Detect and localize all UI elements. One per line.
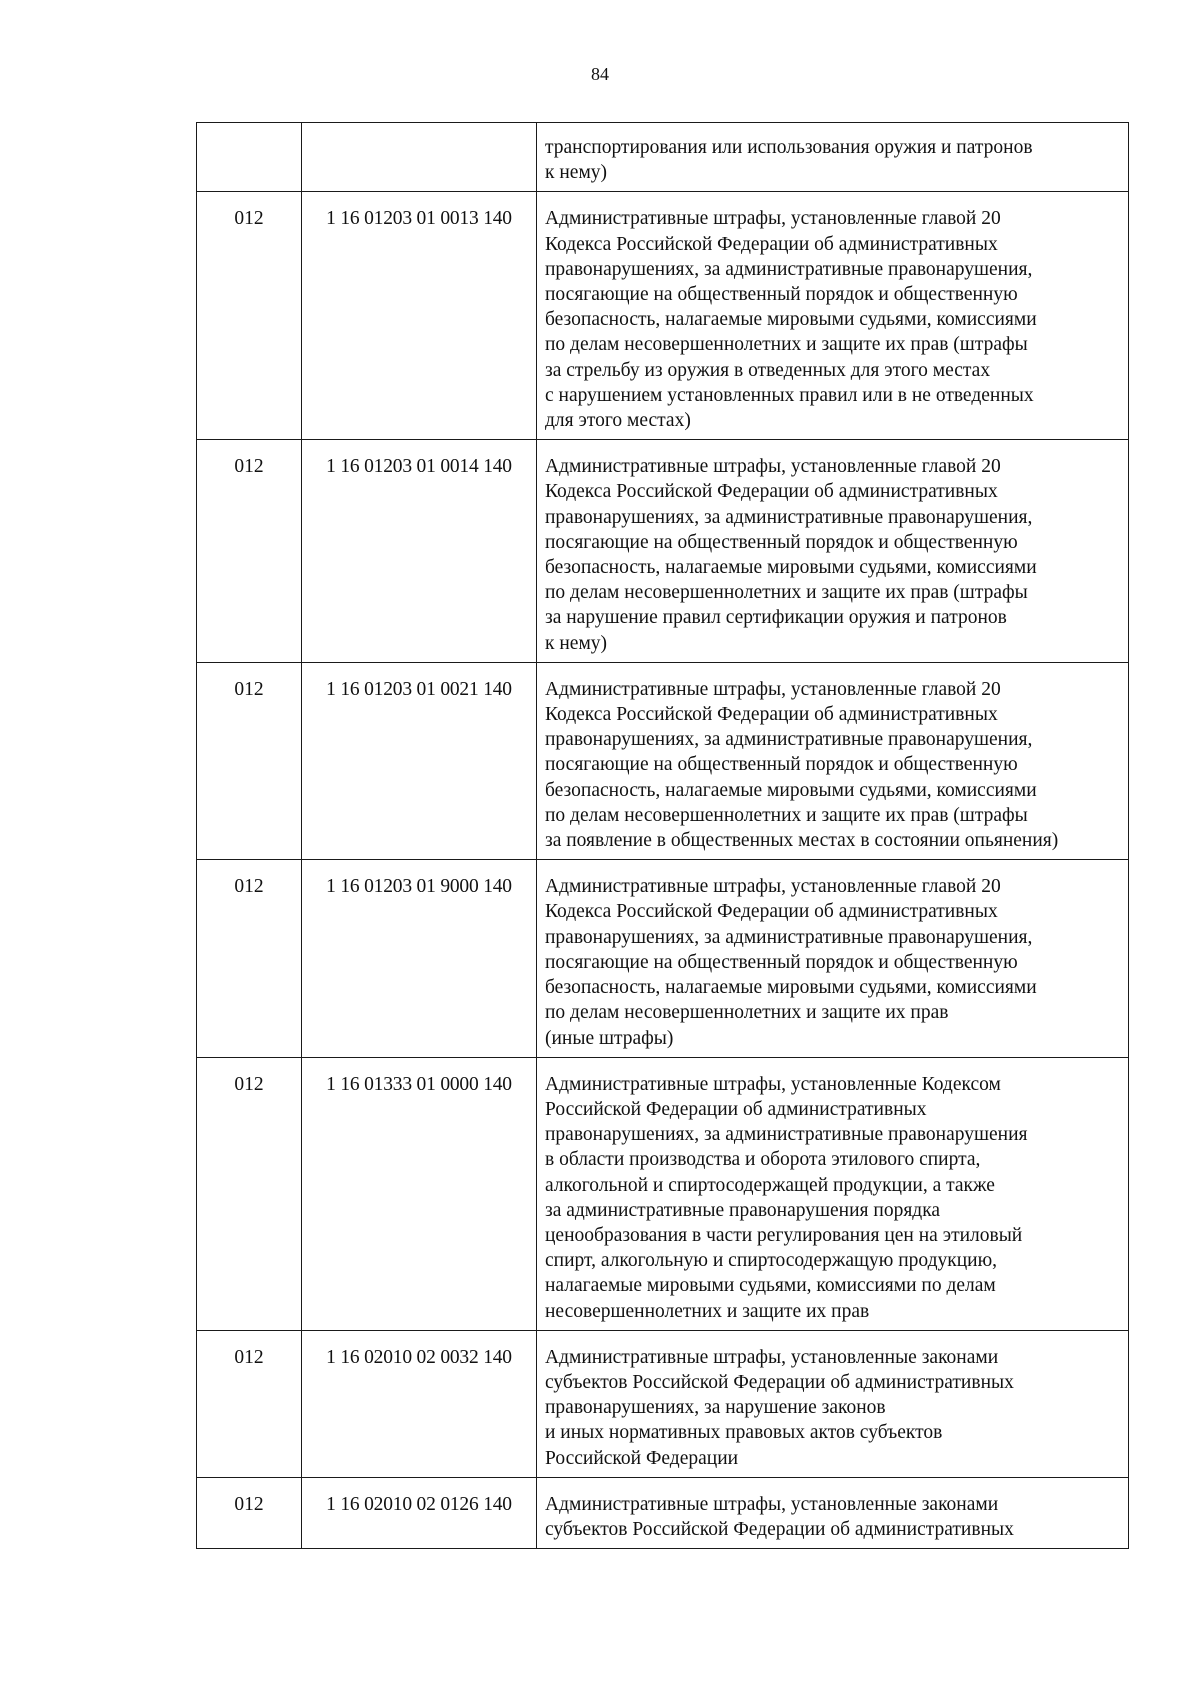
kbk-code-cell: 1 16 01203 01 0013 140 xyxy=(302,192,537,440)
description-line: ценообразования в части регулирования цен на этиловый xyxy=(545,1224,1023,1246)
description-line: за административные правонарушения порядка xyxy=(545,1199,941,1221)
description-line: правонарушениях, за административные правонарушения, xyxy=(545,729,1033,751)
description-cell xyxy=(537,440,1129,663)
description-line: Российской Федерации об административных xyxy=(545,1098,927,1120)
admin-code-cell: 012 xyxy=(197,1330,302,1477)
description-line: Административные штрафы, установленные главой 20 xyxy=(545,208,1001,230)
description-line: по делам несовершеннолетних и защите их прав (штрафы xyxy=(545,582,1028,604)
description-line: по делам несовершеннолетних и защите их прав (штрафы xyxy=(545,334,1028,356)
table-row xyxy=(197,440,1129,663)
budget-classification-table xyxy=(196,122,1129,1549)
description-line: к нему) xyxy=(545,632,608,654)
description-line: за нарушение правил сертификации оружия и патронов xyxy=(545,607,1007,629)
description-cell xyxy=(537,123,1129,192)
kbk-code-cell: 1 16 01333 01 0000 140 xyxy=(302,1057,537,1330)
description-line: Кодекса Российской Федерации об административных xyxy=(545,233,998,255)
description-line: Административные штрафы, установленные главой 20 xyxy=(545,456,1001,478)
table-row xyxy=(197,1477,1129,1548)
description-line: алкогольной и спиртосодержащей продукции, а также xyxy=(545,1174,995,1196)
description-line: за появление в общественных местах в состоянии опьянения) xyxy=(545,830,1059,852)
description-line: посягающие на общественный порядок и общественную xyxy=(545,951,1018,973)
admin-code-cell: 012 xyxy=(197,440,302,663)
description-line: (иные штрафы) xyxy=(545,1027,674,1049)
description-line: Кодекса Российской Федерации об административных xyxy=(545,901,998,923)
description-line: транспортирования или использования оружия и патронов xyxy=(545,137,1033,158)
kbk-code-cell: 1 16 01203 01 0021 140 xyxy=(302,662,537,859)
admin-code-cell: 012 xyxy=(197,1057,302,1330)
kbk-code-cell: 1 16 01203 01 9000 140 xyxy=(302,860,537,1057)
description-line: безопасность, налагаемые мировыми судьями, комиссиями xyxy=(545,779,1037,801)
description-line: правонарушениях, за административные правонарушения, xyxy=(545,506,1033,528)
description-line: Кодекса Российской Федерации об административных xyxy=(545,481,998,503)
description-line: правонарушениях, за нарушение законов xyxy=(545,1397,886,1419)
description-line: Административные штрафы, установленные законами xyxy=(545,1493,999,1515)
page-number: 84 xyxy=(591,64,609,84)
description-cell xyxy=(537,1477,1129,1548)
description-cell xyxy=(537,1057,1129,1330)
description-line: для этого местах) xyxy=(545,410,691,432)
description-line: безопасность, налагаемые мировыми судьями, комиссиями xyxy=(545,977,1037,999)
description-line: субъектов Российской Федерации об административных xyxy=(545,1371,1014,1393)
description-line: безопасность, налагаемые мировыми судьями, комиссиями xyxy=(545,557,1037,579)
description-line: правонарушениях, за административные правонарушения, xyxy=(545,258,1033,280)
description-line: посягающие на общественный порядок и общественную xyxy=(545,754,1018,776)
admin-code-cell: 012 xyxy=(197,192,302,440)
description-line: по делам несовершеннолетних и защите их прав xyxy=(545,1002,949,1024)
description-line: правонарушениях, за административные правонарушения, xyxy=(545,926,1033,948)
kbk-code-cell: 1 16 01203 01 0014 140 xyxy=(302,440,537,663)
description-line: субъектов Российской Федерации об административных xyxy=(545,1518,1014,1540)
description-line: к нему) xyxy=(545,162,608,184)
description-line: в области производства и оборота этилового спирта, xyxy=(545,1149,981,1171)
description-cell xyxy=(537,662,1129,859)
description-line: и иных нормативных правовых актов субъектов xyxy=(545,1422,943,1444)
kbk-code-cell xyxy=(302,123,537,192)
description-line: Российской Федерации xyxy=(545,1447,739,1469)
kbk-code-cell: 1 16 02010 02 0032 140 xyxy=(302,1330,537,1477)
description-cell xyxy=(537,1330,1129,1477)
description-line: с нарушением установленных правил или в не отведенных xyxy=(545,384,1034,406)
table-row xyxy=(197,860,1129,1057)
description-line: Кодекса Российской Федерации об административных xyxy=(545,704,998,726)
table-row xyxy=(197,123,1129,192)
description-cell xyxy=(537,192,1129,440)
description-cell xyxy=(537,860,1129,1057)
admin-code-cell: 012 xyxy=(197,1477,302,1548)
table-row xyxy=(197,1057,1129,1330)
description-line: несовершеннолетних и защите их прав xyxy=(545,1300,870,1322)
description-line: Административные штрафы, установленные главой 20 xyxy=(545,876,1001,898)
admin-code-cell: 012 xyxy=(197,662,302,859)
table-row xyxy=(197,662,1129,859)
table-row xyxy=(197,1330,1129,1477)
description-line: Административные штрафы, установленные Кодексом xyxy=(545,1073,1001,1095)
table-body xyxy=(197,123,1129,1549)
description-line: правонарушениях, за административные правонарушения xyxy=(545,1124,1028,1146)
description-line: Административные штрафы, установленные главой 20 xyxy=(545,678,1001,700)
description-line: безопасность, налагаемые мировыми судьями, комиссиями xyxy=(545,309,1037,331)
table-row xyxy=(197,192,1129,440)
kbk-code-cell: 1 16 02010 02 0126 140 xyxy=(302,1477,537,1548)
admin-code-cell xyxy=(197,123,302,192)
admin-code-cell: 012 xyxy=(197,860,302,1057)
description-line: посягающие на общественный порядок и общественную xyxy=(545,531,1018,553)
description-line: за стрельбу из оружия в отведенных для этого местах xyxy=(545,359,991,381)
description-line: спирт, алкогольную и спиртосодержащую продукцию, xyxy=(545,1250,998,1272)
description-line: по делам несовершеннолетних и защите их прав (штрафы xyxy=(545,804,1028,826)
description-line: Административные штрафы, установленные законами xyxy=(545,1346,999,1368)
description-line: налагаемые мировыми судьями, комиссиями по делам xyxy=(545,1275,996,1297)
description-line: посягающие на общественный порядок и общественную xyxy=(545,284,1018,306)
